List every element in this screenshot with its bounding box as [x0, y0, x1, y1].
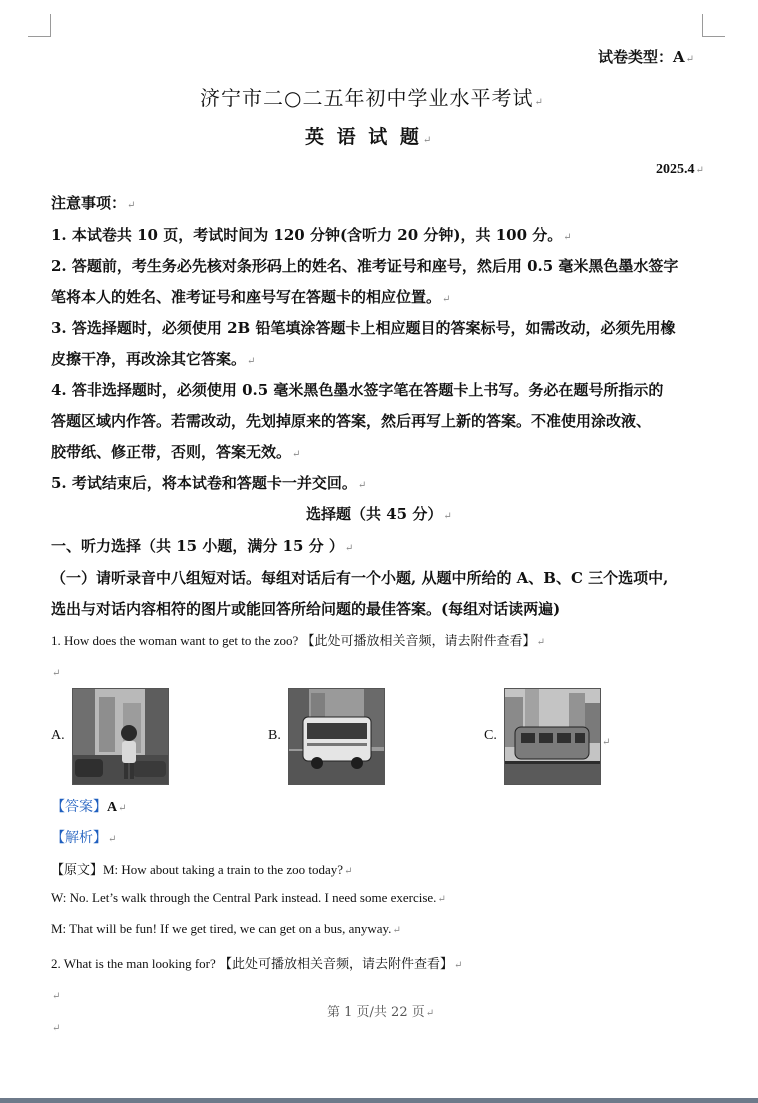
notice-item: 答题区域内作答。若需改动，先划掉原来的答案，然后再写上新的答案。不准使用涂改液、 [51, 412, 652, 430]
analysis-label: 【解析】↵ [51, 830, 117, 846]
options-line-end: ↵ [602, 737, 611, 748]
notice-item: 1. 本试卷共 10 页，考试时间为 120 分钟(含听力 20 分钟)，共 100 分。↵ [51, 226, 572, 244]
answer-row: 【答案】A↵ [51, 799, 127, 815]
notice-heading: 注意事项：↵ [51, 194, 136, 212]
notice-item: 皮擦干净，再改涂其它答案。↵ [51, 350, 256, 368]
option-c-label: C. [484, 728, 497, 743]
notice-item: 3. 答选择题时，必须使用 2B 铅笔填涂答题卡上相应题目的答案标号，如需改动，必须先用橡 [51, 319, 676, 337]
empty-paragraph: ↵ [52, 668, 61, 679]
empty-paragraph: ↵ [52, 991, 61, 1002]
notice-item: 笔将本人的姓名、准考证号和座号写在答题卡的相应位置。↵ [51, 288, 451, 306]
section-title: 选择题（共 45 分）↵ [306, 505, 452, 523]
city-bus-image [288, 688, 385, 785]
train-city-image [504, 688, 601, 785]
instruction-line: （一）请听录音中八组短对话。每组对话后有一个小题, 从题中所给的 A、B、C 三个选项中, [51, 569, 669, 587]
option-b-label: B. [268, 728, 281, 743]
walking-girl-city-street-image [72, 688, 169, 785]
exam-date: 2025.4↵ [656, 162, 704, 177]
page-bottom-edge [0, 1098, 758, 1103]
transcript-line: W: No. Let’s walk through the Central Park instead. I need some exercise.↵ [51, 890, 446, 905]
notice-item: 胶带纸、修正带，否则，答案无效。↵ [51, 443, 301, 461]
exam-subject: 英 语 试 题↵ [305, 126, 435, 148]
instruction-line: 选出与对话内容相符的图片或能回答所给问题的最佳答案。(每组对话读两遍) [51, 600, 561, 618]
part-title: 一、听力选择（共 15 小题，满分 15 分 ）↵ [51, 537, 354, 555]
transcript-line: 【原文】M: How about taking a train to the zoo today?↵ [51, 862, 353, 877]
paper-type: 试卷类型：A↵ [598, 48, 695, 66]
margin-corner-top-right [702, 14, 725, 37]
empty-paragraph: ↵ [52, 1023, 61, 1034]
question-1: 1. How does the woman want to get to the zoo? 【此处可播放相关音频，请去附件查看】↵ [51, 633, 545, 648]
option-a-label: A. [51, 728, 65, 743]
notice-item: 5. 考试结束后，将本试卷和答题卡一并交回。↵ [51, 474, 367, 492]
notice-item: 2. 答题前，考生务必先核对条形码上的姓名、准考证号和座号，然后用 0.5 毫米黑色墨水签字 [51, 257, 679, 275]
notice-item: 4. 答非选择题时，必须使用 0.5 毫米黑色墨水签字笔在答题卡上书写。务必在题号所指示的 [51, 381, 664, 399]
exam-title: 济宁市二○二五年初中学业水平考试↵ [200, 86, 544, 110]
question-2: 2. What is the man looking for? 【此处可播放相关音频，请去附件查看】↵ [51, 956, 463, 971]
page-number: 第 1 页/共 22 页↵ [327, 1005, 435, 1020]
transcript-line: M: That will be fun! If we get tired, we can get on a bus, anyway.↵ [51, 921, 401, 936]
margin-corner-top-left [28, 14, 51, 37]
